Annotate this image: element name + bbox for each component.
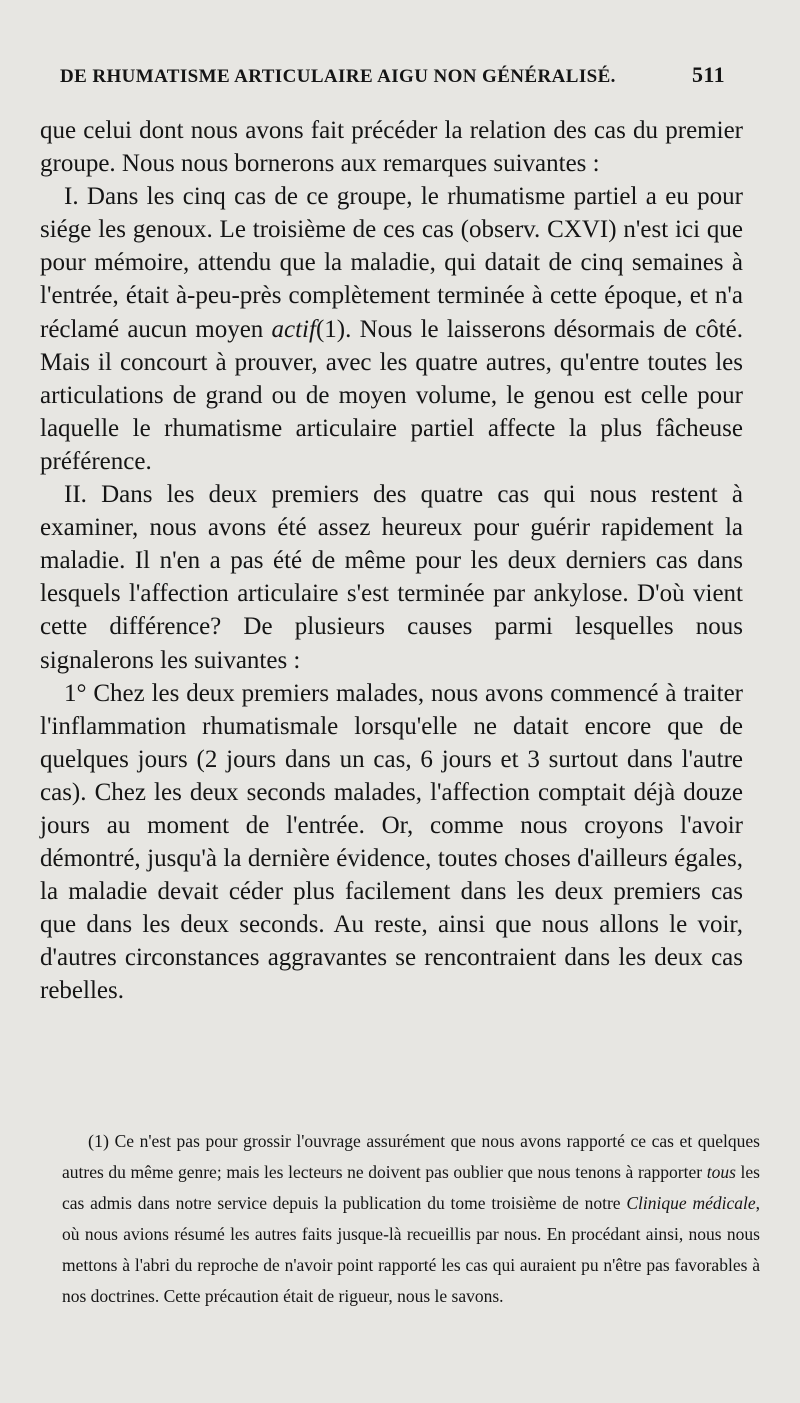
- footnote-reference: (1): [315, 315, 346, 343]
- footnote-marker: (1): [88, 1131, 109, 1151]
- running-title: DE RHUMATISME ARTICULAIRE AIGU NON GÉNÉRALISÉ.: [60, 66, 616, 87]
- paragraph-point-1: 1° Chez les deux premiers malades, nous avons commencé à traiter l'inflammation rhumatismale lorsqu'elle ne datait encore que de quelques jours (2 jours dans un cas, 6 jours et 3 surtout dans l'autre cas). Chez les deux seconds malades, l'affection comptait déjà douze jours au moment de l'entrée. Or, comme nous croyons l'avoir démontré, jusqu'à la dernière évidence, toutes choses d'ailleurs égales, la maladie devait céder plus facilement dans les deux premiers cas que dans les deux seconds. Au reste, ainsi que nous allons le voir, d'autres circonstances aggravantes se rencontraient dans les deux cas rebelles.: [40, 679, 743, 1005]
- footnote: [62, 1126, 760, 1312]
- paragraph-continuation: que celui dont nous avons fait précéder la relation des cas du premier groupe. Nous nous bornerons aux remarques suivantes :: [40, 117, 743, 178]
- book-title-clinique-medicale: Clinique médicale: [626, 1193, 756, 1213]
- footnote-text: (1) Ce n'est pas pour grossir l'ouvrage assurément que nous avons rapporté ce cas et quelques autres du même genre; mais les lecteurs ne doivent pas oublier que nous tenons à rapporter tous les cas admis dans notre service depuis la publication du tome troisième de notre Clinique médicale, où nous avions résumé les autres faits jusque-là recueillis par nous. En procédant ainsi, nous nous mettons à l'abri du reproche de n'avoir point rapporté les cas qui auraient pu n'être pas favorables à nos doctrines. Cette précaution était de rigueur, nous le savons.: [62, 1131, 760, 1306]
- paragraph-text: I. Dans les cinq cas de ce groupe, le rhumatisme partiel a eu pour siége les genoux. Le troisième de ces cas (observ. CXVI) n'est ici que pour mémoire, attendu que la maladie, qui datait de cinq semaines à l'entrée, était à-peu-près complètement terminée à cette époque, et n'a réclamé aucun moyen: [40, 183, 743, 343]
- emphasis-tous: tous: [706, 1162, 736, 1182]
- emphasis-actif: actif: [271, 315, 316, 343]
- main-text: [40, 114, 743, 1008]
- paragraph-text: . Nous le laisserons désormais de côté. Mais il concourt à prouver, avec les quatre autres, qu'entre toutes les articulations de grand ou de moyen volume, le genou est celle pour laquelle le rhumatisme articulaire partiel affecte la plus fâcheuse préférence.: [40, 315, 743, 475]
- paragraph-section-1: [40, 180, 743, 478]
- paragraph-section-2: II. Dans les deux premiers des quatre cas qui nous restent à examiner, nous avons été assez heureux pour guérir rapidement la maladie. Il n'en a pas été de même pour les deux derniers cas dans lesquels l'affection articulaire s'est terminée par ankylose. D'où vient cette différence? De plusieurs causes parmi lesquelles nous signalerons les suivantes :: [40, 481, 743, 674]
- running-header: [60, 62, 725, 88]
- page-number: 511: [692, 62, 725, 87]
